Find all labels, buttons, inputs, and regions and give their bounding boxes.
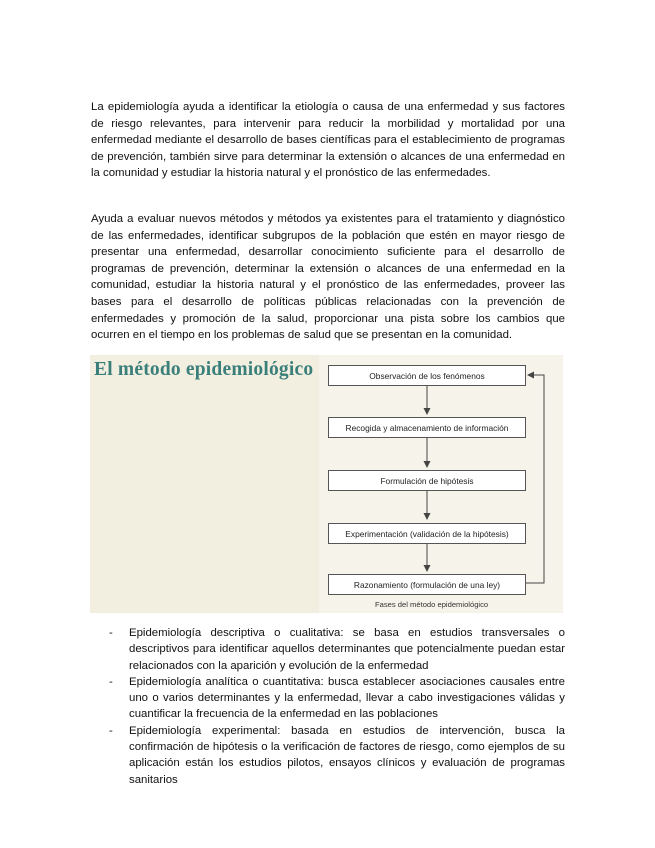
step-recogida: Recogida y almacenamiento de información [328, 417, 526, 438]
step-observacion: Observación de los fenómenos [328, 365, 526, 386]
feedback-loop-arrow [526, 375, 544, 583]
epidemiology-types-list [91, 625, 565, 788]
list-bullet: - [109, 675, 113, 688]
step-hipotesis: Formulación de hipótesis [328, 470, 526, 491]
figure-caption: Fases del método epidemiológico [375, 600, 489, 609]
list-item-text: Epidemiología experimental: basada en estudios de intervención, busca la confirmación de hipótesis o la verificación de factores de riesgo, como ejemplos de su aplicación están los estudios pilotos, ensayos clínicos y evaluación de programas sanitarios [129, 724, 565, 786]
figure-metodo-epidemiologico [90, 355, 563, 613]
step-razonamiento: Razonamiento (formulación de una ley) [328, 574, 526, 595]
list-bullet: - [109, 724, 113, 737]
step-experimentacion: Experimentación (validación de la hipótesis) [328, 523, 526, 544]
paragraph-evaluacion: Ayuda a evaluar nuevos métodos y métodos ya existentes para el tratamiento y diagnóstico de las enfermedades, identificar subgrupos de la población que estén en mayor riesgo de presentar una enfermedad, desarrollar conocimiento suficiente para el desarrollo de programas de prevención, determinar la extensión o alcances de una enfermedad en la comunidad, estudiar la historia natural y el pronóstico de las enfermedades, proveer las bases para el desarrollo de políticas públicas relacionadas con la prevención de enfermedades y promoción de la salud, proporcionar una pista sobre los cambios que ocurren en el tiempo en los problemas de salud que se presentan en la comunidad. [91, 213, 565, 342]
list-item [91, 625, 565, 674]
list-item-text: Epidemiología descriptiva o cualitativa: se basa en estudios transversales o descriptivos para identificar aquellos determinantes que potencialmente puedan estar relacionados con la aparición y evolución de la enfermedad [129, 627, 565, 672]
figure-title: El método epidemiológico [94, 359, 314, 380]
list-item [91, 674, 565, 723]
list-item [91, 723, 565, 788]
list-item-text: Epidemiología analítica o cuantitativa: busca establecer asociaciones causales entre uno o varios determinantes y la enfermedad, llevar a cabo investigaciones válidas y cuantificar la frecuencia de la enfermedad en las poblaciones [129, 675, 565, 721]
list-bullet: - [109, 627, 113, 639]
paragraph-etiologia: La epidemiología ayuda a identificar la etiología o causa de una enfermedad y sus factores de riesgo relevantes, para intervenir para reducir la morbilidad y mortalidad por una enfermedad mediante el desarrollo de bases científicas para el establecimiento de programas de prevención, también sirve para determinar la extensión o alcances de una enfermedad en la comunidad y estudiar la historia natural y el pronóstico de las enfermedades. [91, 101, 565, 180]
